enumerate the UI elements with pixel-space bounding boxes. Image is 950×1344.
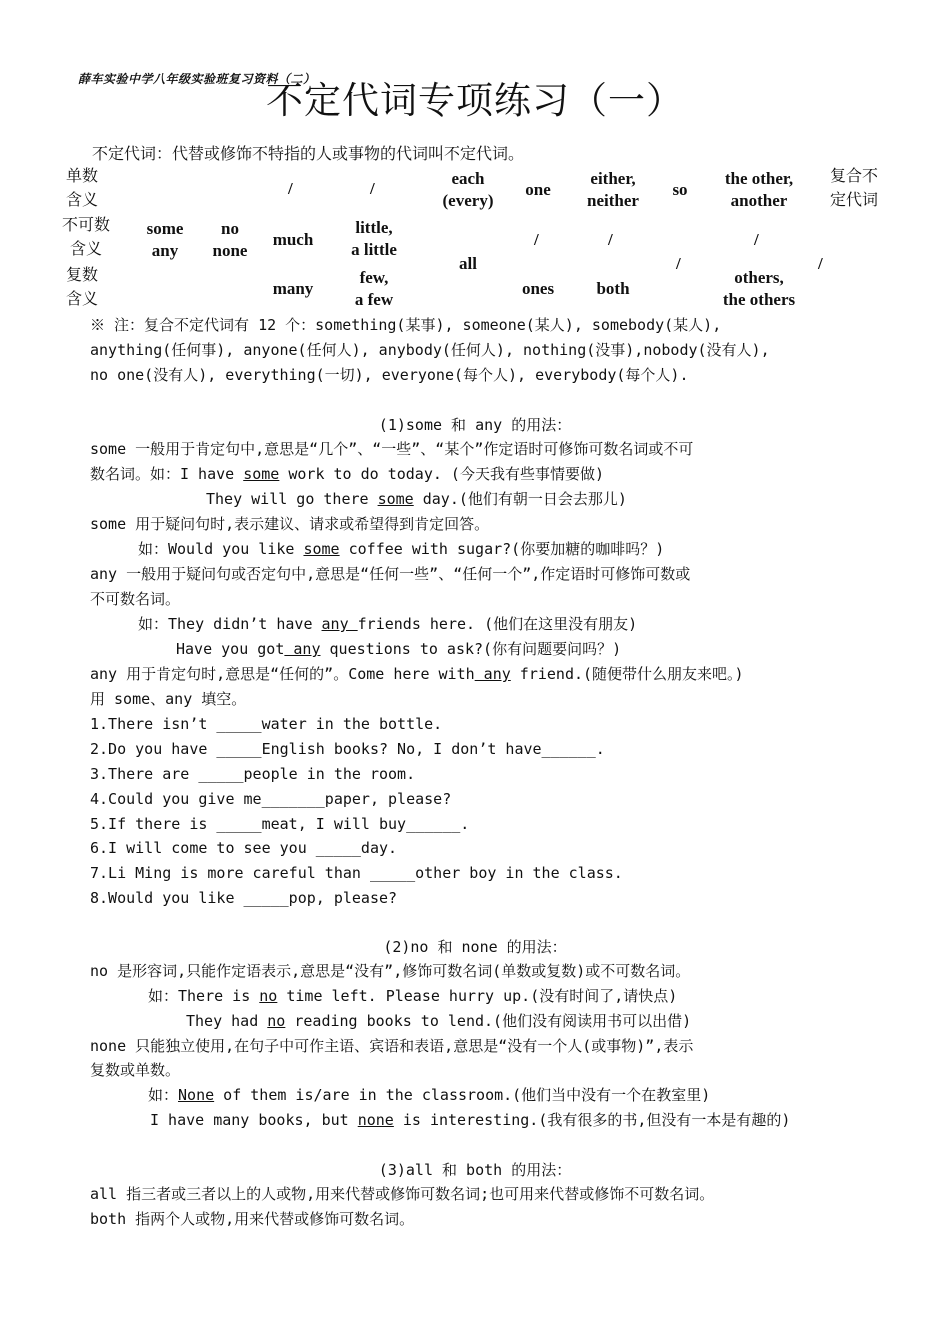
text-span: They had bbox=[186, 1012, 268, 1030]
text-span: Have you got bbox=[176, 640, 285, 658]
row-label-line: 单数 bbox=[66, 166, 99, 185]
text-line bbox=[206, 487, 627, 512]
exercise-item: 5.If there is _____meat, I will buy______. bbox=[90, 815, 470, 833]
underlined-word: some bbox=[377, 490, 414, 508]
cell-line: few, bbox=[359, 268, 389, 287]
text-line: some 一般用于肯定句中,意思是“几个”、“一些”、“某个”作定语时可修饰可数名词或不可 bbox=[90, 440, 694, 458]
text-line: both 指两个人或物,用来代替或修饰可数名词。 bbox=[90, 1210, 415, 1228]
header-note: 薛车实验中学八年级实验班复习资料（二） bbox=[78, 72, 316, 86]
text-line: any 一般用于疑问句或否定句中,意思是“任何一些”、“任何一个”,作定语时可修饰可数或 bbox=[90, 565, 691, 583]
text-line: 复数或单数。 bbox=[90, 1061, 181, 1079]
exercise-item: 7.Li Ming is more careful than _____other boy in the class. bbox=[90, 864, 623, 882]
row-label-line: 复合不 bbox=[830, 166, 879, 185]
text-span: 数名词。如：I have bbox=[90, 465, 244, 483]
note-line: no one(没有人), everything(一切), everyone(每个人), everybody(每个人). bbox=[90, 366, 689, 384]
table-cell: / bbox=[608, 230, 613, 249]
exercise-item: 1.There isn’t _____water in the bottle. bbox=[90, 715, 443, 733]
cell-line: none bbox=[212, 241, 248, 260]
table-cell: / bbox=[288, 179, 293, 198]
cell-line: (every) bbox=[442, 191, 494, 210]
row-label-line: 不可数 bbox=[62, 215, 111, 234]
table-cell: / bbox=[818, 254, 823, 273]
row-label-line: 定代词 bbox=[830, 190, 879, 209]
table-cell bbox=[205, 218, 255, 262]
underlined-word: any bbox=[321, 615, 358, 633]
cell-line: neither bbox=[587, 191, 639, 210]
text-span: 如： bbox=[148, 1086, 179, 1104]
table-cell bbox=[714, 168, 804, 212]
text-span: I have many books, but bbox=[150, 1111, 358, 1129]
cell-line: either, bbox=[590, 169, 636, 188]
table-cell bbox=[344, 217, 404, 261]
table-cell: / bbox=[370, 179, 375, 198]
text-line bbox=[138, 537, 664, 562]
text-span: reading books to lend.(他们没有阅读用书可以出借) bbox=[285, 1012, 692, 1030]
table-cell bbox=[344, 267, 404, 311]
cell-line: no bbox=[221, 219, 239, 238]
page-title: 不定代词专项练习（一） bbox=[266, 79, 684, 122]
table-cell bbox=[578, 168, 648, 212]
text-span: friends here. (他们在这里没有朋友) bbox=[357, 615, 638, 633]
cell-line: another bbox=[730, 191, 788, 210]
text-line bbox=[138, 612, 637, 637]
text-span: coffee with sugar?(你要加糖的咖啡吗？) bbox=[339, 540, 665, 558]
row-label-line: 含义 bbox=[70, 239, 103, 258]
underlined-word: some bbox=[243, 465, 280, 483]
text-line bbox=[148, 1083, 710, 1108]
cell-line: each bbox=[451, 169, 485, 188]
row-label-compound bbox=[830, 164, 878, 212]
table-cell: so bbox=[672, 180, 688, 199]
table-cell: much bbox=[272, 230, 314, 249]
row-label-line: 复数 bbox=[66, 265, 99, 284]
table-cell: all bbox=[459, 254, 477, 273]
cell-line: a few bbox=[354, 290, 394, 309]
underlined-word: any bbox=[474, 665, 511, 683]
text-span: of them is/are in the classroom.(他们当中没有一个在教室里) bbox=[214, 1086, 711, 1104]
text-span: is interesting.(我有很多的书,但没有一本是有趣的) bbox=[393, 1111, 791, 1129]
exercise-item: 8.Would you like _____pop, please? bbox=[90, 889, 398, 907]
table-cell bbox=[438, 168, 498, 212]
underlined-word: None bbox=[178, 1086, 215, 1104]
text-line: none 只能独立使用,在句子中可作主语、宾语和表语,意思是“没有一个人(或事物)”,表示 bbox=[90, 1037, 694, 1055]
text-line: 不可数名词。 bbox=[90, 590, 181, 608]
text-span: any 用于肯定句时,意思是“任何的”。Come here with bbox=[90, 665, 475, 683]
cell-line: the other, bbox=[724, 169, 794, 188]
text-span: day.(他们有朝一日会去那儿) bbox=[413, 490, 627, 508]
cell-line: the others bbox=[722, 290, 796, 309]
text-line bbox=[90, 662, 744, 687]
definition-text: 不定代词：代替或修饰不特指的人或事物的代词叫不定代词。 bbox=[92, 144, 525, 163]
text-line bbox=[150, 1108, 790, 1133]
table-cell: / bbox=[754, 230, 759, 249]
underlined-word: some bbox=[303, 540, 340, 558]
exercise-instruction: 用 some、any 填空。 bbox=[90, 690, 247, 708]
section-heading-some-any: (1)some 和 any 的用法： bbox=[378, 416, 572, 434]
underlined-word: none bbox=[357, 1111, 394, 1129]
cell-line: some bbox=[146, 219, 184, 238]
exercise-item: 2.Do you have _____English books? No, I don’t have______. bbox=[90, 740, 605, 758]
table-cell: many bbox=[272, 279, 314, 298]
section-heading-all-both: (3)all 和 both 的用法： bbox=[378, 1161, 572, 1179]
note-line: ※ 注：复合不定代词有 12 个：something(某事), someone(某人), somebody(某人), bbox=[90, 316, 722, 334]
exercise-item: 3.There are _____people in the room. bbox=[90, 765, 416, 783]
underlined-word: any bbox=[284, 640, 321, 658]
text-line: no 是形容词,只能作定语表示,意思是“没有”,修饰可数名词(单数或复数)或不可数名词。 bbox=[90, 962, 691, 980]
table-cell: / bbox=[534, 230, 539, 249]
text-span: 如：There is bbox=[148, 987, 260, 1005]
text-line bbox=[186, 1009, 691, 1034]
text-span: time left. Please hurry up.(没有时间了,请快点) bbox=[277, 987, 678, 1005]
text-span: friend.(随便带什么朋友来吧。) bbox=[510, 665, 744, 683]
table-cell: ones bbox=[521, 279, 555, 298]
row-label-plural bbox=[66, 263, 98, 311]
exercise-item: 4.Could you give me_______paper, please? bbox=[90, 790, 452, 808]
cell-line: little, bbox=[355, 218, 393, 237]
table-cell bbox=[714, 267, 804, 311]
table-cell: both bbox=[596, 279, 630, 298]
row-label-line: 含义 bbox=[66, 190, 99, 209]
text-span: 如：They didn’t have bbox=[138, 615, 322, 633]
row-label-line: 含义 bbox=[66, 289, 99, 308]
cell-line: a little bbox=[351, 240, 397, 259]
note-line: anything(任何事), anyone(任何人), anybody(任何人), nothing(没事),nobody(没有人), bbox=[90, 341, 770, 359]
text-span: 如：Would you like bbox=[138, 540, 304, 558]
cell-line: others, bbox=[734, 268, 784, 287]
section-heading-no-none: (2)no 和 none 的用法： bbox=[383, 938, 567, 956]
cell-line: any bbox=[151, 241, 179, 260]
underlined-word: no bbox=[259, 987, 278, 1005]
table-cell bbox=[140, 218, 190, 262]
row-label-uncountable bbox=[62, 213, 110, 261]
text-span: work to do today. (今天我有些事情要做) bbox=[279, 465, 604, 483]
underlined-word: no bbox=[267, 1012, 286, 1030]
exercise-item: 6.I will come to see you _____day. bbox=[90, 839, 398, 857]
table-cell: one bbox=[525, 180, 551, 199]
table-cell: / bbox=[676, 254, 681, 273]
row-label-single bbox=[66, 164, 98, 212]
text-line bbox=[148, 984, 677, 1009]
text-line: all 指三者或三者以上的人或物,用来代替或修饰可数名词;也可用来代替或修饰不可数名词。 bbox=[90, 1185, 715, 1203]
text-span: questions to ask?(你有问题要问吗？) bbox=[320, 640, 622, 658]
text-line bbox=[90, 462, 604, 487]
text-span: They will go there bbox=[206, 490, 378, 508]
text-line: some 用于疑问句时,表示建议、请求或希望得到肯定回答。 bbox=[90, 515, 490, 533]
text-line bbox=[176, 637, 621, 662]
